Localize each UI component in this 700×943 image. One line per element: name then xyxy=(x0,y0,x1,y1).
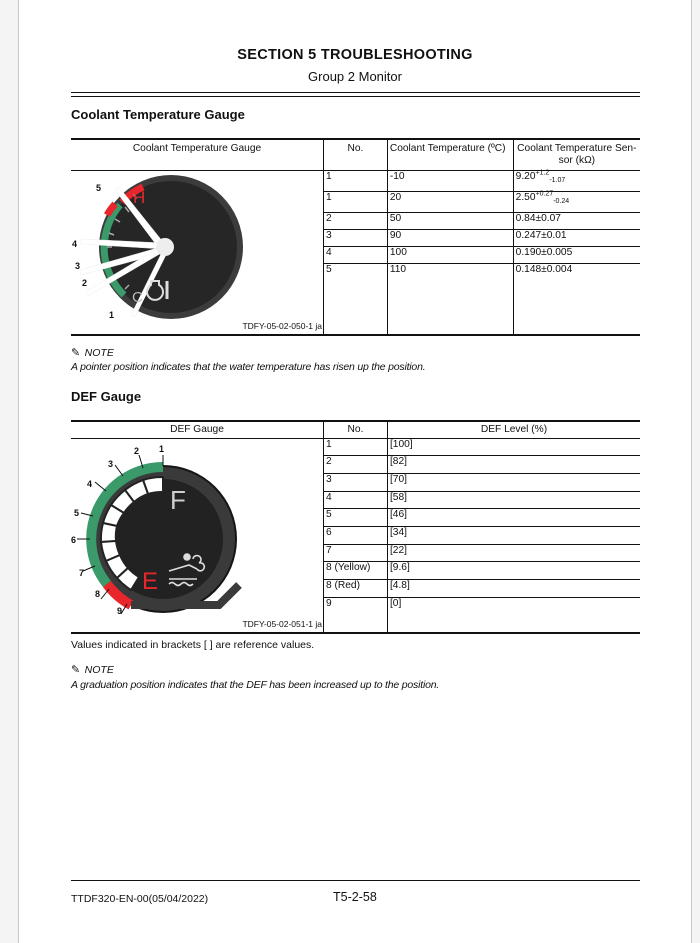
coolant-note xyxy=(71,343,114,361)
cell-no: 2 xyxy=(324,212,388,229)
def-table-header xyxy=(71,421,640,438)
table-row xyxy=(71,438,640,456)
def-gauge-figure xyxy=(71,439,323,632)
coolant-table-header xyxy=(71,139,640,170)
cell-no: 2 xyxy=(324,456,388,474)
graduation-label-9: 9 xyxy=(117,605,123,616)
graduation-label-5: 5 xyxy=(74,507,80,518)
cell-no: 1 xyxy=(324,438,388,456)
cell-sensor: 0.247±0.01 xyxy=(515,230,567,242)
header-double-rule xyxy=(71,92,640,97)
cell-no: 4 xyxy=(324,247,388,264)
graduation-label-7: 7 xyxy=(79,567,85,578)
cell-no: 5 xyxy=(324,509,388,527)
def-note xyxy=(71,660,114,678)
pencil-icon: ✎ xyxy=(71,347,81,359)
pointer-label-4: 4 xyxy=(72,238,78,249)
cell-level: [22] xyxy=(389,544,407,556)
pointer-label-1: 1 xyxy=(109,309,115,320)
def-heading: DEF Gauge xyxy=(71,389,142,404)
col-header-no: No. xyxy=(324,139,388,170)
footer-rule xyxy=(71,880,640,881)
note-label: NOTE xyxy=(84,347,114,359)
graduation-label-1: 1 xyxy=(159,443,165,454)
coolant-gauge-figure xyxy=(71,171,323,334)
cell-sensor: $2.50^{+0.27}_{-0.24}$ xyxy=(515,190,570,205)
graduation-label-4: 4 xyxy=(87,478,93,489)
pencil-icon: ✎ xyxy=(71,664,81,676)
def-note-text: A graduation position indicates that the DEF has been increased up to the position. xyxy=(71,679,440,691)
def-figure-cell xyxy=(71,438,324,633)
col-header-sensor: Coolant Temperature Sen-sor (kΩ) xyxy=(517,143,637,166)
cell-level: [100] xyxy=(389,438,413,450)
coolant-heading: Coolant Temperature Gauge xyxy=(71,107,245,122)
cell-temp: 100 xyxy=(387,247,513,264)
cell-level: [4.8] xyxy=(389,580,410,591)
cell-temp: -10 xyxy=(387,170,513,191)
table-row xyxy=(71,170,640,191)
cell-level: [82] xyxy=(389,456,407,468)
cell-no: 8 (Red) xyxy=(324,580,388,598)
pointer-label-5: 5 xyxy=(96,182,102,193)
cell-no: 1 xyxy=(324,170,388,191)
group-title: Group 2 Monitor xyxy=(308,69,402,84)
col-header-level: DEF Level (%) xyxy=(480,424,548,435)
coolant-note-text: A pointer position indicates that the water temperature has risen up the position. xyxy=(71,361,426,373)
cell-no: 7 xyxy=(324,544,388,562)
coolant-table xyxy=(71,138,640,336)
coolant-figure-cell xyxy=(71,170,324,335)
col-header-no: No. xyxy=(324,421,388,438)
empty-label: E xyxy=(142,567,159,595)
cell-level: [0] xyxy=(389,597,402,609)
pointer-hub xyxy=(156,238,174,256)
cell-no: 3 xyxy=(324,473,388,491)
cell-level: [70] xyxy=(389,473,407,485)
section-title: SECTION 5 TROUBLESHOOTING xyxy=(237,47,473,63)
graduation-label-2: 2 xyxy=(134,445,140,456)
col-header-temp: Coolant Temperature (ºC) xyxy=(387,139,513,170)
cell-level: [9.6] xyxy=(389,562,410,574)
cell-temp: 50 xyxy=(387,212,513,229)
cell-temp: 90 xyxy=(387,230,513,247)
cell-sensor: $9.20^{+1.2}_{-1.07}$ xyxy=(515,169,566,184)
pointer-label-3: 3 xyxy=(75,260,81,271)
cell-sensor: 0.190±0.005 xyxy=(515,247,573,259)
graduation-label-3: 3 xyxy=(108,458,114,469)
def-figure-id: TDFY-05-02-051-1 ja xyxy=(242,618,322,629)
hot-label: H xyxy=(133,187,146,207)
cold-label: C xyxy=(132,288,143,306)
pointer-label-2: 2 xyxy=(82,277,88,288)
note-label: NOTE xyxy=(84,664,114,676)
page-number: T5-2-58 xyxy=(333,890,377,904)
cell-level: [34] xyxy=(389,526,407,538)
cell-sensor: 0.148±0.004 xyxy=(515,264,573,276)
full-label: F xyxy=(170,484,186,515)
graduation-label-8: 8 xyxy=(95,588,101,599)
cell-no: 3 xyxy=(324,230,388,247)
reference-values-text: Values indicated in brackets [ ] are reference values. xyxy=(71,639,315,651)
cell-no: 5 xyxy=(324,264,388,335)
cell-sensor: 0.84±0.07 xyxy=(515,212,561,224)
def-table xyxy=(71,420,640,634)
cell-no: 1 xyxy=(324,191,388,212)
cell-level: [58] xyxy=(389,491,407,503)
coolant-figure-id: TDFY-05-02-050-1 ja xyxy=(242,320,322,331)
cell-temp: 20 xyxy=(387,191,513,212)
col-header-gauge: DEF Gauge xyxy=(71,421,324,438)
col-header-gauge: Coolant Temperature Gauge xyxy=(71,139,324,170)
cell-no: 6 xyxy=(324,526,388,544)
cell-level: [46] xyxy=(389,509,407,521)
cell-temp: 110 xyxy=(387,264,513,335)
cell-no: 9 xyxy=(324,597,388,632)
graduation-label-6: 6 xyxy=(71,534,77,545)
cell-no: 4 xyxy=(324,491,388,509)
cell-no: 8 (Yellow) xyxy=(324,562,388,580)
document-page xyxy=(18,0,692,943)
document-id: TTDF320-EN-00(05/04/2022) xyxy=(71,893,209,905)
